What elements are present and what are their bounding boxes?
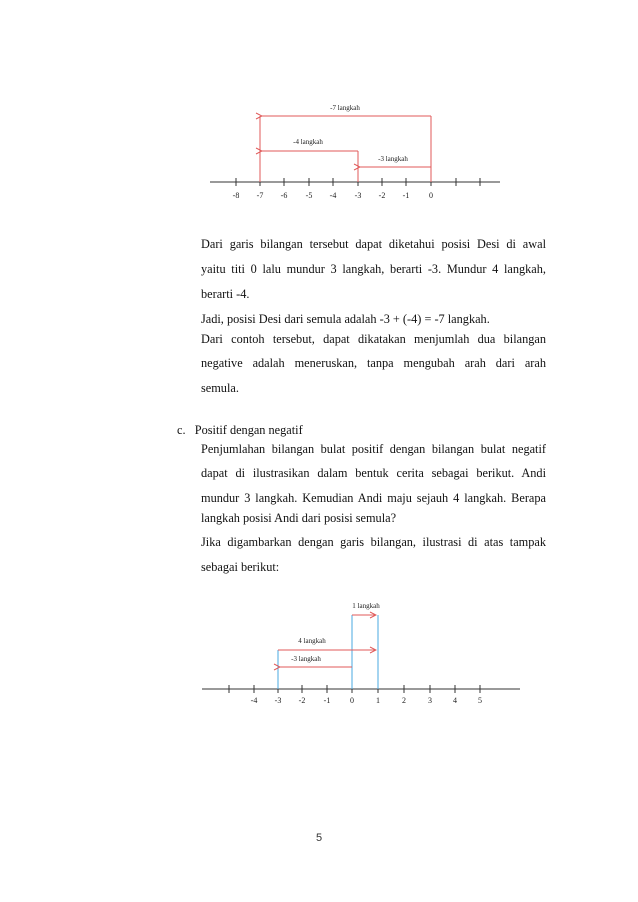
text-line: Dari contoh tersebut, dapat dikatakan menjumlah dua bilangan	[201, 332, 546, 346]
tick-label: 0	[350, 696, 354, 705]
tick-label: -2	[378, 191, 386, 200]
text-line: dapat di ilustrasikan dalam bentuk cerita sebagai berikut. Andi	[201, 466, 546, 480]
text-line: yaitu titi 0 lalu mundur 3 langkah, berarti -3. Mundur 4 langkah,	[201, 262, 546, 276]
arrow-label: -4 langkah	[293, 138, 323, 146]
tick-label: -8	[232, 191, 240, 200]
tick-label: 5	[478, 696, 482, 705]
tick-label: -4	[329, 191, 337, 200]
text-line: Penjumlahan bilangan bulat positif dengan bilangan bulat negatif	[201, 442, 546, 456]
text-line: Jika digambarkan dengan garis bilangan, ilustrasi di atas tampak	[201, 535, 546, 549]
tick-label: 0	[429, 191, 433, 200]
page-number: 5	[315, 832, 323, 844]
text-line: mundur 3 langkah. Kemudian Andi maju sejauh 4 langkah. Berapa	[201, 491, 546, 505]
text-line: Jadi, posisi Desi dari semula adalah -3 + (-4) = -7 langkah.	[201, 312, 490, 326]
tick-label: 1	[376, 696, 380, 705]
tick-label: 2	[402, 696, 406, 705]
tick-label: -4	[250, 696, 258, 705]
arrow-label: -3 langkah	[291, 655, 321, 663]
tick-label: -1	[323, 696, 331, 705]
text-line: negative adalah meneruskan, tanpa mengubah arah dari arah	[201, 356, 546, 370]
tick-label: 4	[453, 696, 457, 705]
tick-label: -7	[256, 191, 264, 200]
tick-label: -1	[402, 191, 410, 200]
arrow-label: -3 langkah	[378, 155, 408, 163]
text-line: sebagai berikut:	[201, 560, 280, 574]
arrow-label: 1 langkah	[352, 602, 380, 610]
tick-label: -6	[280, 191, 288, 200]
arrow-label: -7 langkah	[330, 104, 360, 112]
text-line: semula.	[201, 381, 239, 395]
text-line: Dari garis bilangan tersebut dapat diketahui posisi Desi di awal	[201, 237, 546, 251]
tick-label: 3	[428, 696, 432, 705]
text-line: langkah posisi Andi dari posisi semula?	[201, 511, 397, 525]
tick-label: -2	[298, 696, 306, 705]
arrow-label: 4 langkah	[298, 637, 326, 645]
section-heading: c. Positif dengan negatif	[177, 423, 303, 437]
text-line: berarti -4.	[201, 287, 250, 301]
tick-label: -5	[305, 191, 313, 200]
guide-lines	[278, 615, 378, 689]
tick-label: -3	[354, 191, 362, 200]
tick-label: -3	[274, 696, 282, 705]
